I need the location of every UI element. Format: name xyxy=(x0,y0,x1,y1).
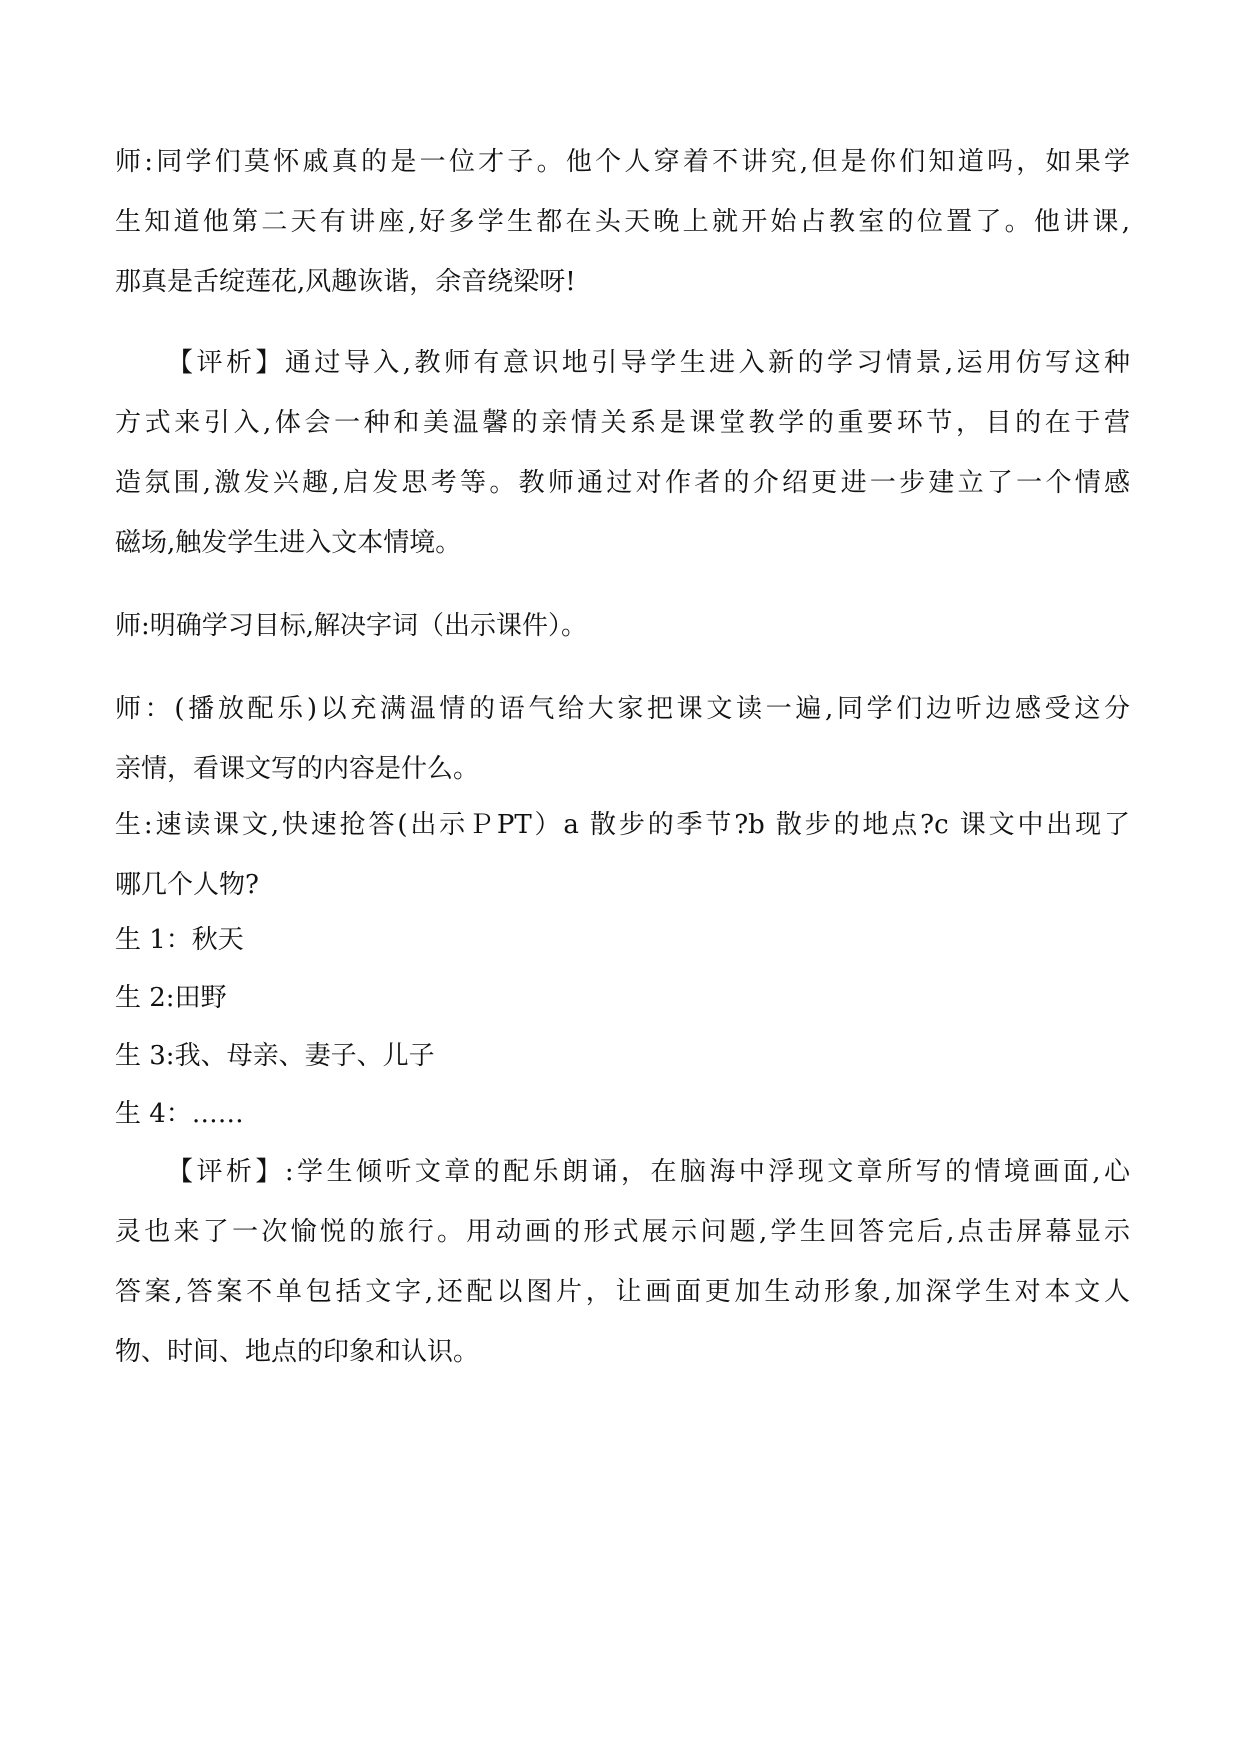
text-line: 亲情，看课文写的内容是什么。 xyxy=(115,754,480,784)
paragraph-teacher-reading xyxy=(115,679,1130,799)
text-line: 那真是舌绽莲花,风趣诙谐，余音绕梁呀! xyxy=(115,267,576,297)
text-line: 灵也来了一次愉悦的旅行。用动画的形式展示问题,学生回答完后,点击屏幕显示 xyxy=(115,1217,1130,1247)
text-line: 师:明确学习目标,解决字词（出示课件）。 xyxy=(115,611,588,641)
text-line: 师：(播放配乐)以充满温情的语气给大家把课文读一遍,同学们边听边感受这分 xyxy=(115,694,1130,724)
text-line: 生 1：秋天 xyxy=(115,925,244,955)
paragraph-teacher-intro xyxy=(115,132,1130,312)
text-line: 生 4：…… xyxy=(115,1099,244,1129)
text-line: 【评析】:学生倾听文章的配乐朗诵，在脑海中浮现文章所写的情境画面,心 xyxy=(167,1157,1130,1187)
text-line: 师:同学们莫怀戚真的是一位才子。他个人穿着不讲究,但是你们知道吗，如果学 xyxy=(115,147,1130,177)
text-line: 生 3:我、母亲、妻子、儿子 xyxy=(115,1041,435,1071)
text-line: 生:速读课文,快速抢答(出示ＰPT）a 散步的季节?b 散步的地点?c 课文中出现了 xyxy=(115,810,1130,840)
text-line: 物、时间、地点的印象和认识。 xyxy=(115,1337,480,1367)
text-line: 答案,答案不单包括文字,还配以图片，让画面更加生动形象,加深学生对本文人 xyxy=(115,1277,1130,1307)
paragraph-teacher-goals xyxy=(115,596,1130,656)
paragraph-student-questions xyxy=(115,795,1130,915)
paragraph-student-3 xyxy=(115,1026,1130,1086)
paragraph-analysis-2 xyxy=(115,1142,1130,1382)
paragraph-student-2 xyxy=(115,968,1130,1028)
paragraph-student-4 xyxy=(115,1084,1130,1144)
paragraph-analysis-1 xyxy=(115,333,1130,573)
text-line: 造氛围,激发兴趣,启发思考等。教师通过对作者的介绍更进一步建立了一个情感 xyxy=(115,468,1130,498)
text-line: 【评析】通过导入,教师有意识地引导学生进入新的学习情景,运用仿写这种 xyxy=(167,348,1130,378)
text-line: 生知道他第二天有讲座,好多学生都在头天晚上就开始占教室的位置了。他讲课, xyxy=(115,207,1130,237)
text-line: 哪几个人物? xyxy=(115,870,259,900)
text-line: 生 2:田野 xyxy=(115,983,227,1013)
text-line: 磁场,触发学生进入文本情境。 xyxy=(115,528,462,558)
paragraph-student-1 xyxy=(115,910,1130,970)
text-line: 方式来引入,体会一种和美温馨的亲情关系是课堂教学的重要环节，目的在于营 xyxy=(115,408,1131,438)
